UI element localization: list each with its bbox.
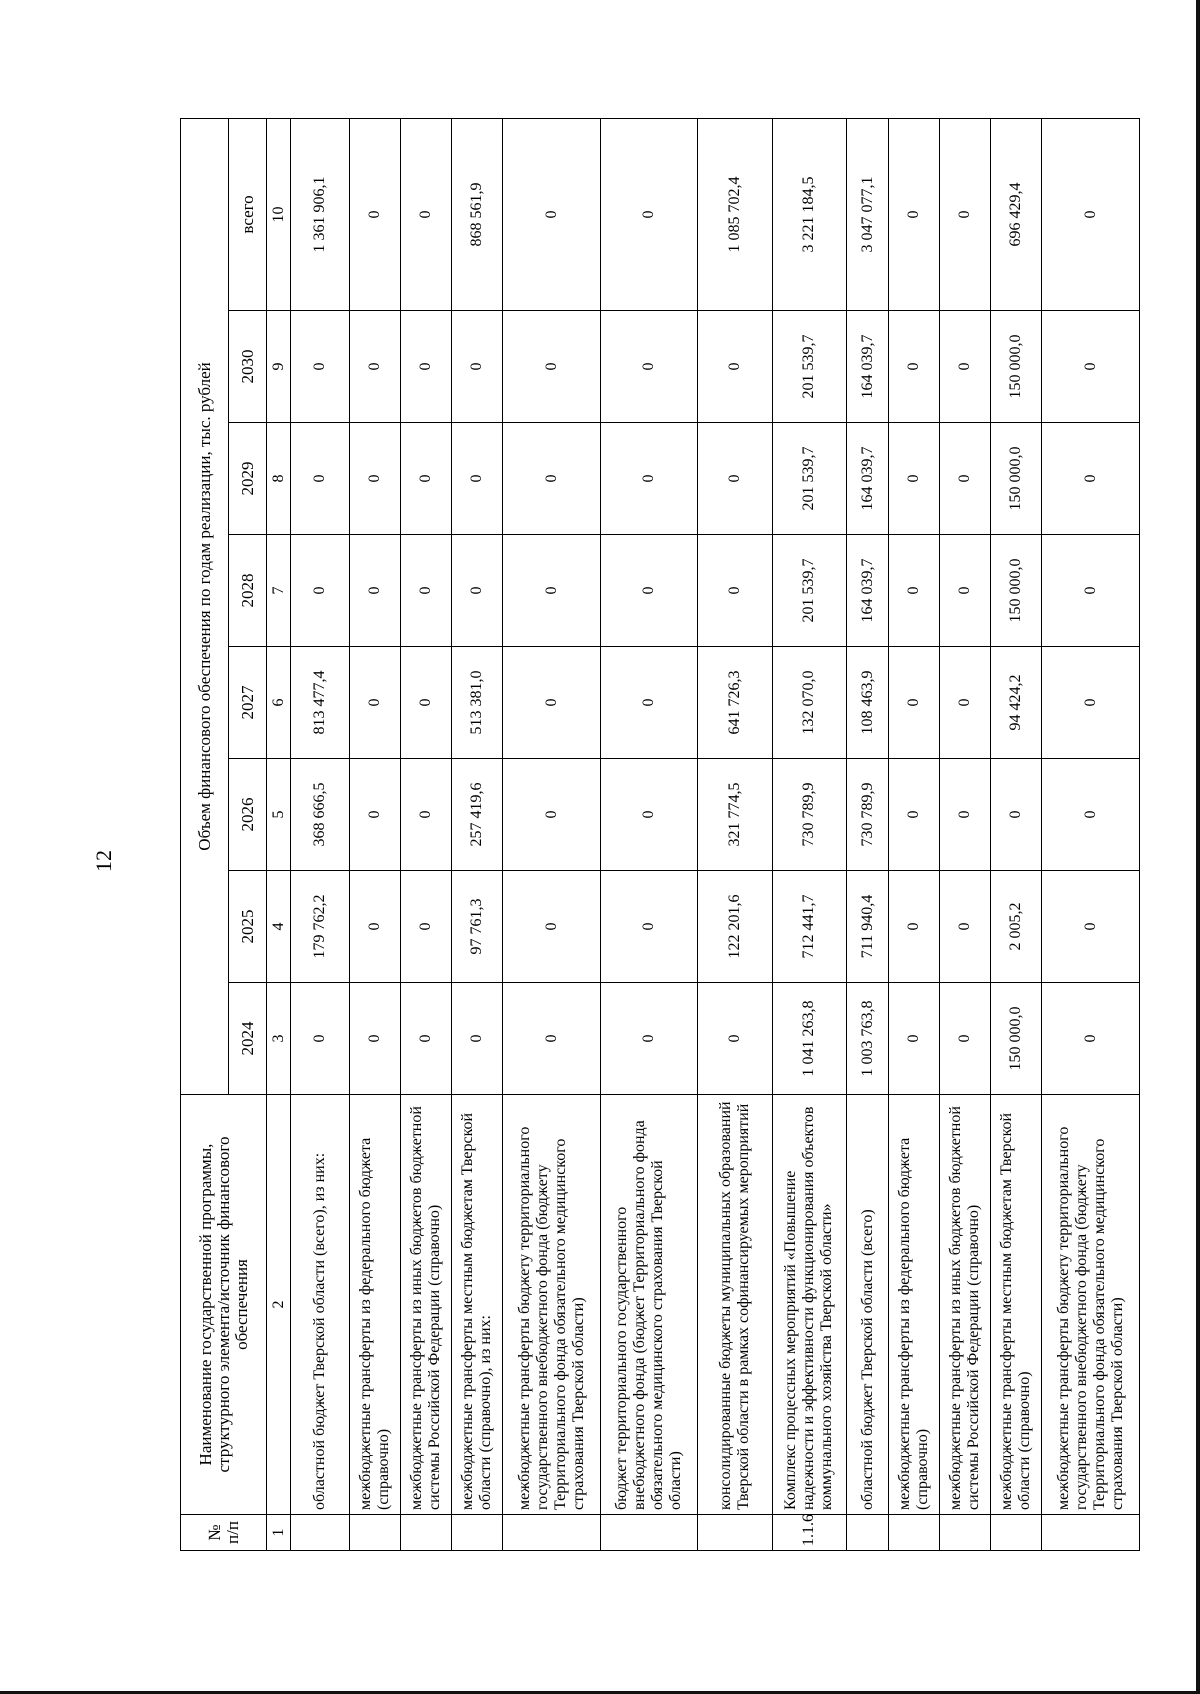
year-value-cell: 150 000,0	[991, 311, 1042, 423]
item-number	[401, 1515, 452, 1551]
total-cell: 3 047 077,1	[847, 118, 889, 310]
total-cell: 0	[1042, 118, 1140, 310]
column-number: 3	[267, 983, 291, 1095]
row-name: консолидированные бюджеты муниципальных образований Тверской области в рамках софинансируемых мероприятий	[698, 1095, 772, 1515]
column-number: 4	[267, 871, 291, 983]
total-cell: 868 561,9	[452, 118, 503, 310]
table-row	[698, 118, 772, 1550]
year-value-cell: 0	[889, 311, 940, 423]
header-year: 2027	[229, 647, 267, 759]
header-year: 2025	[229, 871, 267, 983]
header-year: 2026	[229, 759, 267, 871]
year-value-cell: 321 774,5	[698, 759, 772, 871]
year-value-cell: 201 539,7	[772, 423, 846, 535]
total-cell: 0	[889, 118, 940, 310]
year-value-cell: 0	[600, 647, 698, 759]
table-row	[889, 118, 940, 1550]
row-name: бюджет территориального государственного внебюджетного фонда (бюджет Территориального фонда обязательного медицинского страхования Тверской области)	[600, 1095, 698, 1515]
total-cell: 1 085 702,4	[698, 118, 772, 310]
table-row	[847, 118, 889, 1550]
column-number: 2	[267, 1095, 291, 1515]
year-value-cell: 0	[401, 983, 452, 1095]
year-value-cell: 0	[940, 647, 991, 759]
item-number	[350, 1515, 401, 1551]
year-value-cell: 0	[350, 423, 401, 535]
header-total: всего	[229, 118, 267, 310]
year-value-cell: 0	[991, 759, 1042, 871]
row-name: межбюджетные трансферты местным бюджетам Тверской области (справочно)	[991, 1095, 1042, 1515]
item-number	[847, 1515, 889, 1551]
year-value-cell: 108 463,9	[847, 647, 889, 759]
row-name: межбюджетные трансферты из иных бюджетов бюджетной системы Российской Федерации (справочно)	[401, 1095, 452, 1515]
row-name: межбюджетные трансферты из федерального бюджета (справочно)	[889, 1095, 940, 1515]
year-value-cell: 0	[600, 423, 698, 535]
item-number: 1.1.6	[772, 1515, 846, 1551]
column-number: 8	[267, 423, 291, 535]
table-row	[401, 118, 452, 1550]
total-cell: 0	[940, 118, 991, 310]
year-value-cell: 0	[401, 647, 452, 759]
item-number	[698, 1515, 772, 1551]
header-no: № п/п	[181, 1515, 267, 1551]
year-value-cell: 0	[401, 311, 452, 423]
table-row	[940, 118, 991, 1550]
row-name: межбюджетные трансферты бюджету территориального государственного внебюджетного фонда (бюджету Территориального фонда обязательного медицинского страхования Тверской области)	[503, 1095, 601, 1515]
year-value-cell: 0	[600, 535, 698, 647]
total-cell: 0	[600, 118, 698, 310]
year-value-cell: 0	[698, 983, 772, 1095]
year-value-cell: 0	[698, 311, 772, 423]
row-name: межбюджетные трансферты местным бюджетам Тверской области (справочно), из них:	[452, 1095, 503, 1515]
year-value-cell: 0	[503, 423, 601, 535]
column-number: 5	[267, 759, 291, 871]
total-cell: 696 429,4	[991, 118, 1042, 310]
year-value-cell: 0	[503, 311, 601, 423]
year-value-cell: 0	[600, 983, 698, 1095]
year-value-cell: 1 041 263,8	[772, 983, 846, 1095]
year-value-cell: 0	[1042, 759, 1140, 871]
total-cell: 3 221 184,5	[772, 118, 846, 310]
scan-edge	[1196, 0, 1200, 1694]
year-value-cell: 0	[291, 983, 350, 1095]
table-row	[291, 118, 350, 1550]
header-year: 2029	[229, 423, 267, 535]
year-value-cell: 513 381,0	[452, 647, 503, 759]
year-value-cell: 711 940,4	[847, 871, 889, 983]
year-value-cell: 0	[940, 983, 991, 1095]
year-value-cell: 150 000,0	[991, 535, 1042, 647]
year-value-cell: 0	[401, 759, 452, 871]
row-name: Комплекс процессных мероприятий «Повышение надежности и эффективности функционирования объектов коммунального хозяйства Тверской области»	[772, 1095, 846, 1515]
rotated-table-container	[180, 119, 1140, 1551]
table-row	[772, 118, 846, 1550]
year-value-cell: 0	[350, 871, 401, 983]
year-value-cell: 368 666,5	[291, 759, 350, 871]
year-value-cell: 641 726,3	[698, 647, 772, 759]
year-value-cell: 0	[350, 311, 401, 423]
year-value-cell: 0	[1042, 535, 1140, 647]
year-value-cell: 0	[401, 871, 452, 983]
year-value-cell: 0	[889, 871, 940, 983]
year-value-cell: 0	[889, 535, 940, 647]
item-number	[600, 1515, 698, 1551]
table-row	[350, 118, 401, 1550]
item-number	[991, 1515, 1042, 1551]
year-value-cell: 132 070,0	[772, 647, 846, 759]
year-value-cell: 97 761,3	[452, 871, 503, 983]
header-year: 2024	[229, 983, 267, 1095]
year-value-cell: 0	[1042, 423, 1140, 535]
table-row	[1042, 118, 1140, 1550]
row-name: областной бюджет Тверской области (всего), из них:	[291, 1095, 350, 1515]
year-value-cell: 0	[452, 311, 503, 423]
year-value-cell: 0	[600, 311, 698, 423]
year-value-cell: 0	[503, 535, 601, 647]
item-number	[1042, 1515, 1140, 1551]
row-name: областной бюджет Тверской области (всего)	[847, 1095, 889, 1515]
year-value-cell: 0	[1042, 983, 1140, 1095]
year-value-cell: 0	[600, 871, 698, 983]
header-name: Наименование государственной программы, структурного элемента/источник финансового обеспечения	[181, 1095, 267, 1515]
year-value-cell: 164 039,7	[847, 535, 889, 647]
item-number	[452, 1515, 503, 1551]
year-value-cell: 0	[350, 647, 401, 759]
table-row	[600, 118, 698, 1550]
table-row	[503, 118, 601, 1550]
year-value-cell: 0	[452, 535, 503, 647]
header-year: 2030	[229, 311, 267, 423]
item-number	[940, 1515, 991, 1551]
year-value-cell: 2 005,2	[991, 871, 1042, 983]
page-number: 12	[91, 850, 116, 872]
year-value-cell: 730 789,9	[772, 759, 846, 871]
year-value-cell: 0	[698, 423, 772, 535]
total-cell: 0	[503, 118, 601, 310]
total-cell: 0	[401, 118, 452, 310]
item-number	[503, 1515, 601, 1551]
year-value-cell: 0	[503, 871, 601, 983]
year-value-cell: 712 441,7	[772, 871, 846, 983]
year-value-cell: 0	[291, 535, 350, 647]
year-value-cell: 164 039,7	[847, 311, 889, 423]
year-value-cell: 0	[291, 311, 350, 423]
total-cell: 1 361 906,1	[291, 118, 350, 310]
year-value-cell: 94 424,2	[991, 647, 1042, 759]
year-value-cell: 0	[503, 647, 601, 759]
year-value-cell: 0	[1042, 871, 1140, 983]
year-value-cell: 201 539,7	[772, 311, 846, 423]
year-value-cell: 0	[503, 983, 601, 1095]
header-year: 2028	[229, 535, 267, 647]
column-number: 9	[267, 311, 291, 423]
year-value-cell: 150 000,0	[991, 423, 1042, 535]
year-value-cell: 179 762,2	[291, 871, 350, 983]
row-name: межбюджетные трансферты из федерального бюджета (справочно)	[350, 1095, 401, 1515]
header-funding-group: Объем финансового обеспечения по годам реализации, тыс. рублей	[181, 118, 229, 1094]
year-value-cell: 0	[401, 423, 452, 535]
table-row	[991, 118, 1042, 1550]
year-value-cell: 0	[889, 983, 940, 1095]
year-value-cell: 0	[1042, 311, 1140, 423]
column-number: 1	[267, 1515, 291, 1551]
year-value-cell: 0	[452, 983, 503, 1095]
year-value-cell: 122 201,6	[698, 871, 772, 983]
year-value-cell: 0	[291, 423, 350, 535]
year-value-cell: 0	[600, 759, 698, 871]
row-name: межбюджетные трансферты бюджету территориального государственного внебюджетного фонда (бюджету Территориального фонда обязательного медицинского страхования Тверской области)	[1042, 1095, 1140, 1515]
year-value-cell: 0	[940, 871, 991, 983]
total-cell: 0	[350, 118, 401, 310]
year-value-cell: 257 419,6	[452, 759, 503, 871]
year-value-cell: 0	[889, 423, 940, 535]
year-value-cell: 0	[452, 423, 503, 535]
year-value-cell: 0	[401, 535, 452, 647]
year-value-cell: 0	[350, 759, 401, 871]
year-value-cell: 0	[940, 535, 991, 647]
year-value-cell: 0	[698, 535, 772, 647]
funding-table	[180, 118, 1140, 1551]
table-row	[452, 118, 503, 1550]
year-value-cell: 0	[889, 759, 940, 871]
item-number	[291, 1515, 350, 1551]
year-value-cell: 730 789,9	[847, 759, 889, 871]
year-value-cell: 164 039,7	[847, 423, 889, 535]
column-number: 7	[267, 535, 291, 647]
column-number: 6	[267, 647, 291, 759]
column-number: 10	[267, 118, 291, 310]
year-value-cell: 0	[940, 759, 991, 871]
year-value-cell: 0	[503, 759, 601, 871]
item-number	[889, 1515, 940, 1551]
year-value-cell: 0	[1042, 647, 1140, 759]
year-value-cell: 0	[350, 983, 401, 1095]
year-value-cell: 0	[940, 311, 991, 423]
year-value-cell: 0	[350, 535, 401, 647]
year-value-cell: 201 539,7	[772, 535, 846, 647]
row-name: межбюджетные трансферты из иных бюджетов бюджетной системы Российской Федерации (справочно)	[940, 1095, 991, 1515]
year-value-cell: 1 003 763,8	[847, 983, 889, 1095]
year-value-cell: 0	[940, 423, 991, 535]
year-value-cell: 150 000,0	[991, 983, 1042, 1095]
year-value-cell: 813 477,4	[291, 647, 350, 759]
year-value-cell: 0	[889, 647, 940, 759]
